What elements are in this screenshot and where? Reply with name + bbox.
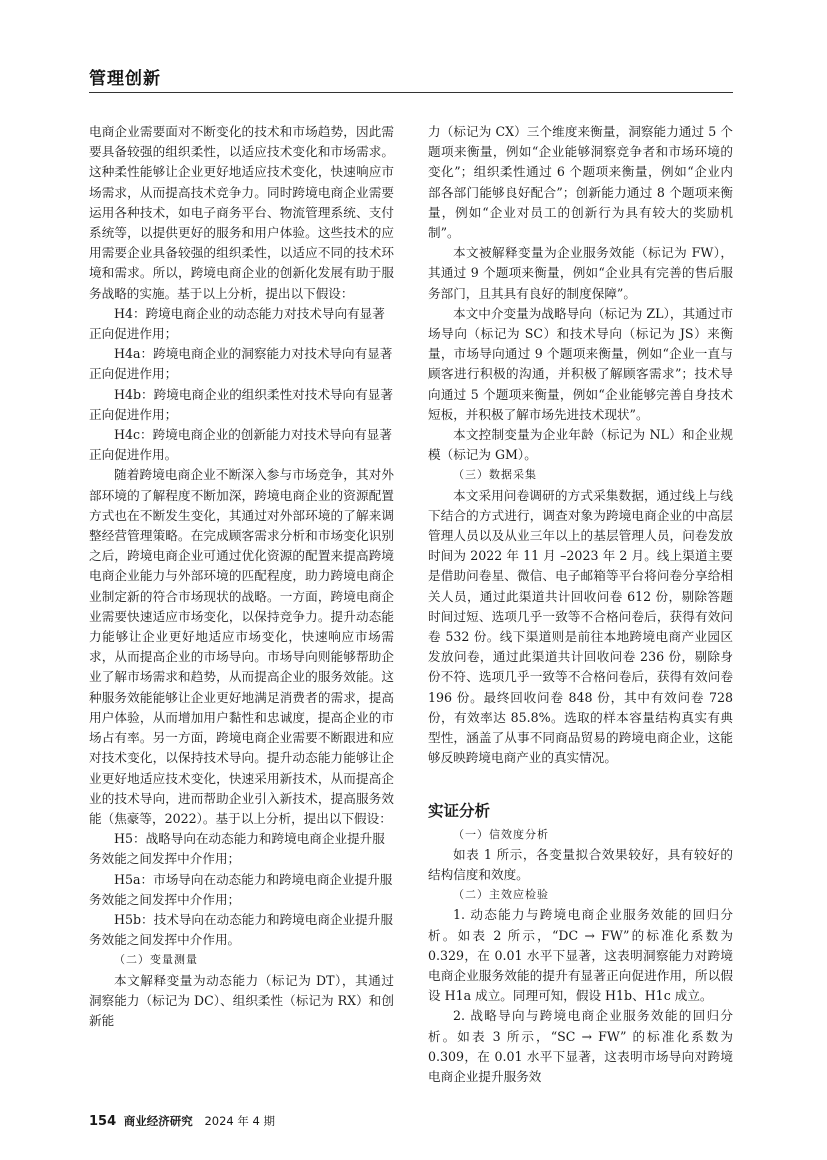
subsection-heading: （一）信效度分析 — [453, 827, 549, 841]
section-title: 管理创新 — [89, 69, 161, 89]
hypothesis-h4: H4：跨境电商企业的动态能力对技术导向有显著正向促进作用； — [89, 305, 385, 342]
hypothesis-h4b: H4b：跨境电商企业的组织柔性对技术导向有显著正向促进作用； — [89, 386, 393, 422]
paragraph: 本文中介变量为战略导向（标记为 ZL），其通过市场导向（标记为 SC）和技术导向（标记为 JS）来衡量，市场导向通过 9 个题项来衡量，例如“企业一直与顾客进行积极的沟通，并积极了解顾客需求”；技术导向通过 5 个题项来衡量，例如“企业能够完善自身技术短板，并积极了解市场先进技术现状”。 — [428, 305, 733, 422]
paragraph: 2. 战略导向与跨境电商企业服务效能的回归分析。如表 3 所示，“SC → FW” 的标准化系数为 0.309，在 0.01 水平下显著，这表明市场导向对跨境电商企业提升服务效 — [428, 1008, 733, 1084]
paragraph: 随着跨境电商企业不断深入参与市场竞争，其对外部环境的了解程度不断加深，跨境电商企业的资源配置方式也在不断发生变化，其通过对外部环境的了解来调整经营管理策略。在完成顾客需求分析和市场变化识别之后，跨境电商企业可通过优化资源的配置来提高跨境电商企业能力与外部环境的匹配程度，助力跨境电商企业制定新的符合市场现状的战略。一方面，跨境电商企业需要快速适应市场变化，以保持竞争力。提升动态能力能够让企业更好地适应市场变化，快速响应市场需求，从而提高企业的市场导向。市场导向则能够帮助企业了解市场需求和趋势，从而提高企业的服务效能。这种服务效能能够让企业更好地满足消费者的需求，提高用户体验，从而增加用户黏性和忠诚度，提高企业的市场占有率。另一方面，跨境电商企业需要不断跟进和应对技术变化，以保持技术导向。提升动态能力能够让企业更好地适应技术变化，快速采用新技术，从而提高企业的技术导向，进而帮助企业引入新技术，提高服务效能（焦豪等，2022）。基于以上分析，提出以下假设： — [89, 467, 394, 826]
page-footer — [89, 1113, 275, 1129]
journal-name: 商业经济研究 — [123, 1114, 193, 1128]
paragraph: 本文控制变量为企业年龄（标记为 NL）和企业规模（标记为 GM）。 — [428, 427, 733, 463]
hypothesis-h4a: H4a：跨境电商企业的洞察能力对技术导向有显著正向促进作用； — [89, 346, 393, 382]
paragraph: 本文解释变量为动态能力（标记为 DT），其通过洞察能力（标记为 DC）、组织柔性（标记为 RX）和创新能 — [89, 972, 394, 1028]
section-heading: 实证分析 — [428, 801, 491, 820]
hypothesis-h5b: H5b：技术导向在动态能力和跨境电商企业提升服务效能之间发挥中介作用。 — [89, 911, 393, 948]
issue-label: 2024 年 4 期 — [204, 1114, 276, 1128]
paragraph: 电商企业需要面对不断变化的技术和市场趋势，因此需要具备较强的组织柔性，以适应技术变化和市场需求。这种柔性能够让企业更好地适应技术变化，快速响应市场需求，从而提高技术竞争力。同时跨境电商企业需要运用各种技术，如电子商务平台、物流管理系统、支付系统等，以提供更好的服务和用户体验。这些技术的应用需要企业具备较强的组织柔性，以适应不同的技术环境和需求。所以，跨境电商企业的创新化发展有助于服务战略的实施。基于以上分析，提出以下假设： — [89, 124, 394, 301]
paragraph: 力（标记为 CX）三个维度来衡量，洞察能力通过 5 个题项来衡量，例如“企业能够洞察竞争者和市场环境的变化”；组织柔性通过 6 个题项来衡量，例如“企业内部各部门能够良好配合”；创新能力通过 8 个题项来衡量，例如“企业对员工的创新行为具有较大的奖励机制”。 — [428, 124, 733, 241]
subsection-heading: （二）主效应检验 — [453, 888, 549, 902]
paragraph: 1. 动态能力与跨境电商企业服务效能的回归分析。如表 2 所示，“DC → FW”的标准化系数为 0.329，在 0.01 水平下显著，这表明洞察能力对跨境电商企业服务效能的提升有显著正向促进作用，所以假设 H1a 成立。同理可知，假设 H1b、H1c 成立。 — [428, 907, 733, 1004]
page-number: 154 — [89, 1114, 117, 1129]
subsection-heading: （三）数据采集 — [453, 468, 537, 482]
left-column — [89, 122, 394, 1031]
right-column — [428, 122, 733, 1087]
hypothesis-h4c: H4c：跨境电商企业的创新能力对技术导向有显著正向促进作用。 — [89, 427, 392, 463]
header-rule — [89, 92, 733, 93]
paragraph: 本文采用问卷调研的方式采集数据，通过线上与线下结合的方式进行，调查对象为跨境电商企业的中高层管理人员以及从业三年以上的基层管理人员，问卷发放时间为 2022 年 11 月 –2023 年 2 月。线上渠道主要是借助问卷星、微信、电子邮箱等平台将问卷分享给相关人员，通过此渠道共计回收问卷 612 份，剔除答题时间过短、选项几乎一致等不合格问卷后，获得有效问卷 532 份。线下渠道则是前往本地跨境电商产业园区发放问卷，通过此渠道共计回收问卷 236 份，剔除身份不符、选项几乎一致等不合格问卷后，获得有效问卷 196 份。最终回收问卷 848 份，其中有效问卷 728 份，有效率达 85.8%。选取的样本容量结构真实有典型性，涵盖了从事不同商品贸易的跨境电商企业，这能够反映跨境电商产业的真实情况。 — [428, 487, 733, 766]
hypothesis-h5: H5：战略导向在动态能力和跨境电商企业提升服务效能之间发挥中介作用； — [89, 831, 385, 867]
paragraph: 如表 1 所示，各变量拟合效果较好，具有较好的结构信度和效度。 — [428, 846, 733, 882]
subsection-heading: （二）变量测量 — [114, 953, 198, 967]
hypothesis-h5a: H5a：市场导向在动态能力和跨境电商企业提升服务效能之间发挥中介作用； — [89, 871, 393, 907]
paragraph: 本文被解释变量为企业服务效能（标记为 FW），其通过 9 个题项来衡量，例如“企业具有完善的售后服务部门，且其具有良好的制度保障”。 — [428, 245, 733, 301]
